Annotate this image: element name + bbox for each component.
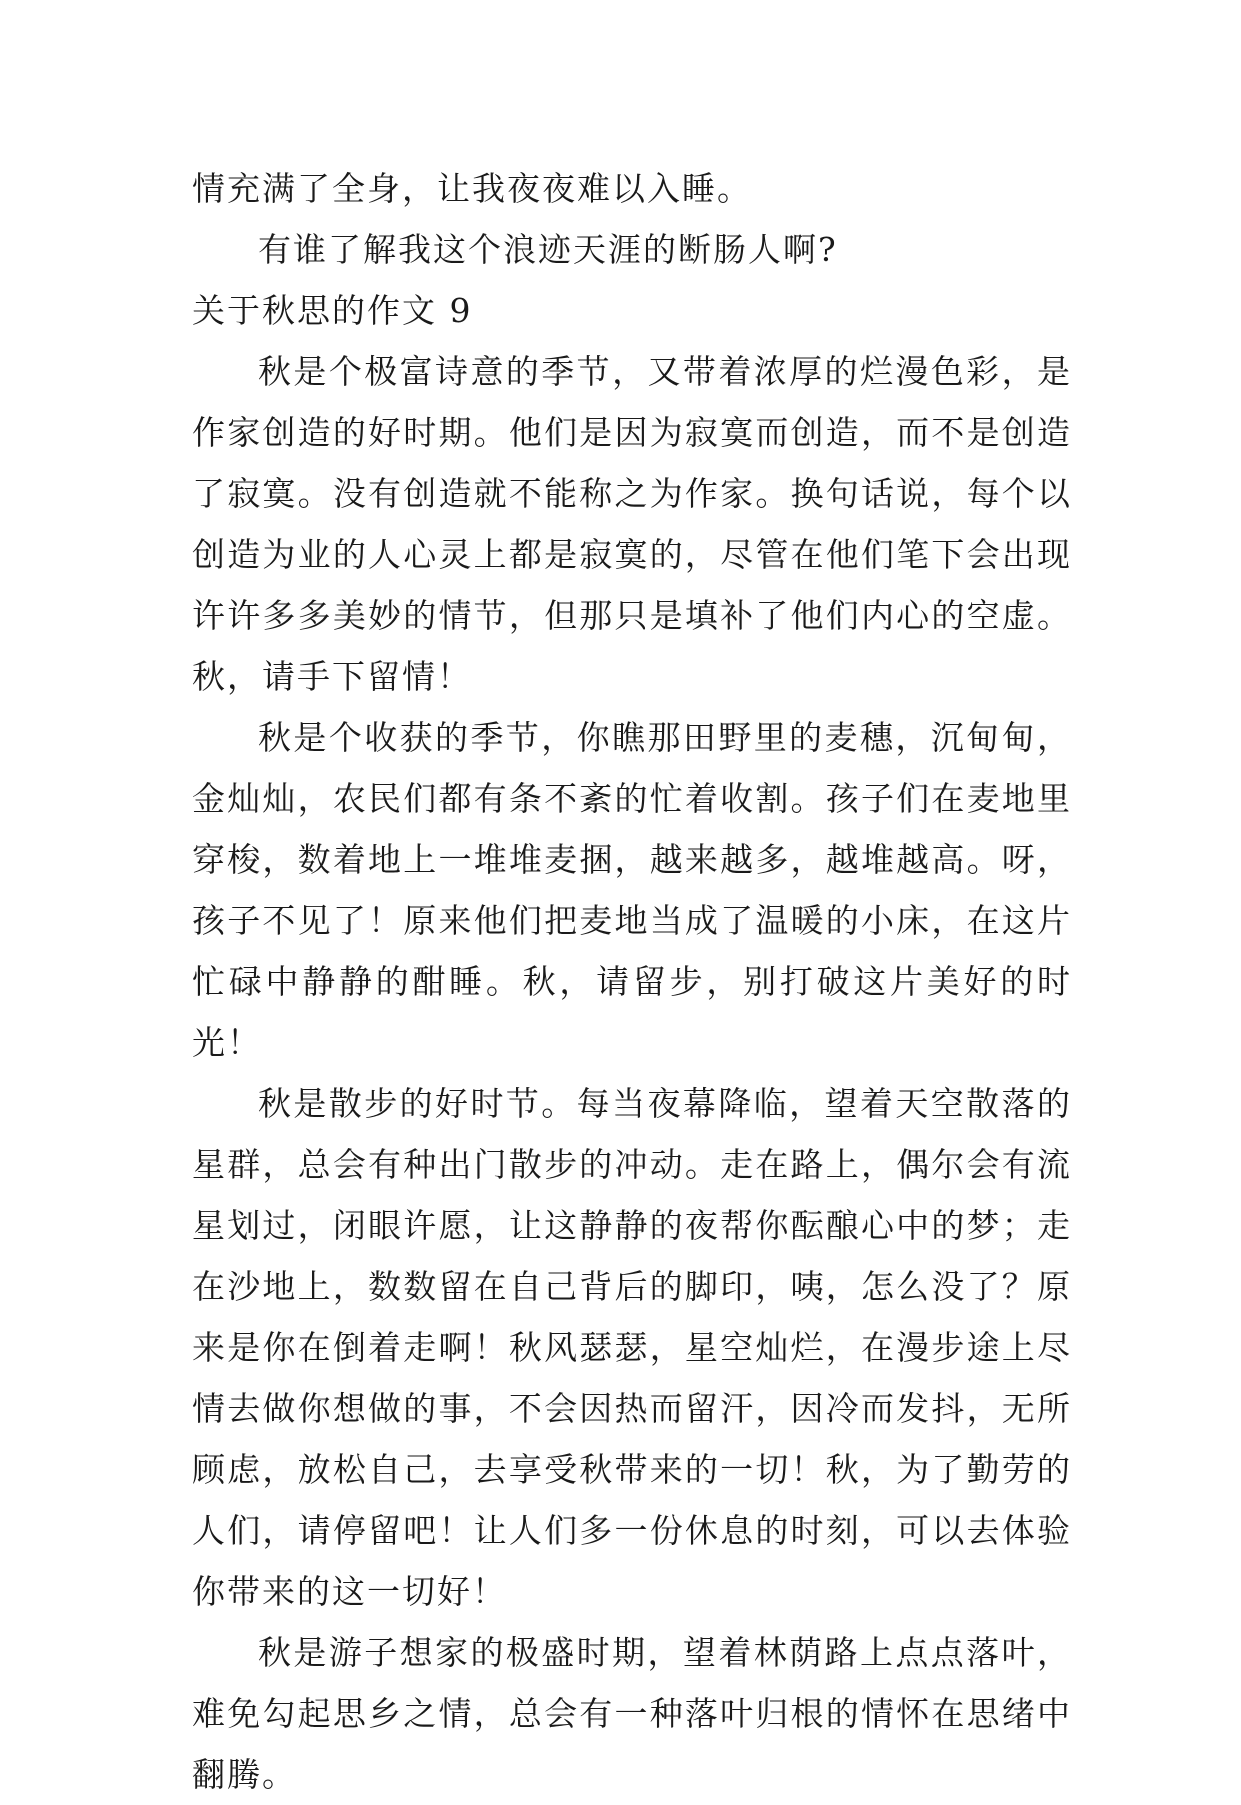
- body-paragraph-1: 秋是个极富诗意的季节，又带着浓厚的烂漫色彩，是作家创造的好时期。他们是因为寂寞而创造，而不是创造了寂寞。没有创造就不能称之为作家。换句话说，每个以创造为业的人心灵上都是寂寞的，尽管在他们笔下会出现许许多多美妙的情节，但那只是填补了他们内心的空虚。秋，请手下留情！: [192, 352, 1072, 696]
- continued-paragraph: 情充满了全身，让我夜夜难以入睡。: [192, 169, 752, 208]
- section-title: 关于秋思的作文 9: [192, 291, 473, 330]
- document-body: [192, 158, 1072, 1805]
- body-paragraph-4: 秋是游子想家的极盛时期，望着林荫路上点点落叶，难免勾起思乡之情，总会有一种落叶归根的情怀在思绪中翻腾。: [192, 1633, 1072, 1794]
- body-paragraph-3: 秋是散步的好时节。每当夜幕降临，望着天空散落的星群，总会有种出门散步的冲动。走在路上，偶尔会有流星划过，闭眼许愿，让这静静的夜帮你酝酿心中的梦；走在沙地上，数数留在自己背后的脚印，咦，怎么没了？原来是你在倒着走啊！秋风瑟瑟，星空灿烂，在漫步途上尽情去做你想做的事，不会因热而留汗，因冷而发抖，无所顾虑，放松自己，去享受秋带来的一切！秋，为了勤劳的人们，请停留吧！让人们多一份休息的时刻，可以去体验你带来的这一切好！: [192, 1084, 1072, 1611]
- question-paragraph: 有谁了解我这个浪迹天涯的断肠人啊?: [258, 230, 838, 269]
- body-paragraph-2: 秋是个收获的季节，你瞧那田野里的麦穗，沉甸甸，金灿灿，农民们都有条不紊的忙着收割。孩子们在麦地里穿梭，数着地上一堆堆麦捆，越来越多，越堆越高。呀，孩子不见了！原来他们把麦地当成了温暖的小床，在这片忙碌中静静的酣睡。秋，请留步，别打破这片美好的时光！: [192, 718, 1072, 1062]
